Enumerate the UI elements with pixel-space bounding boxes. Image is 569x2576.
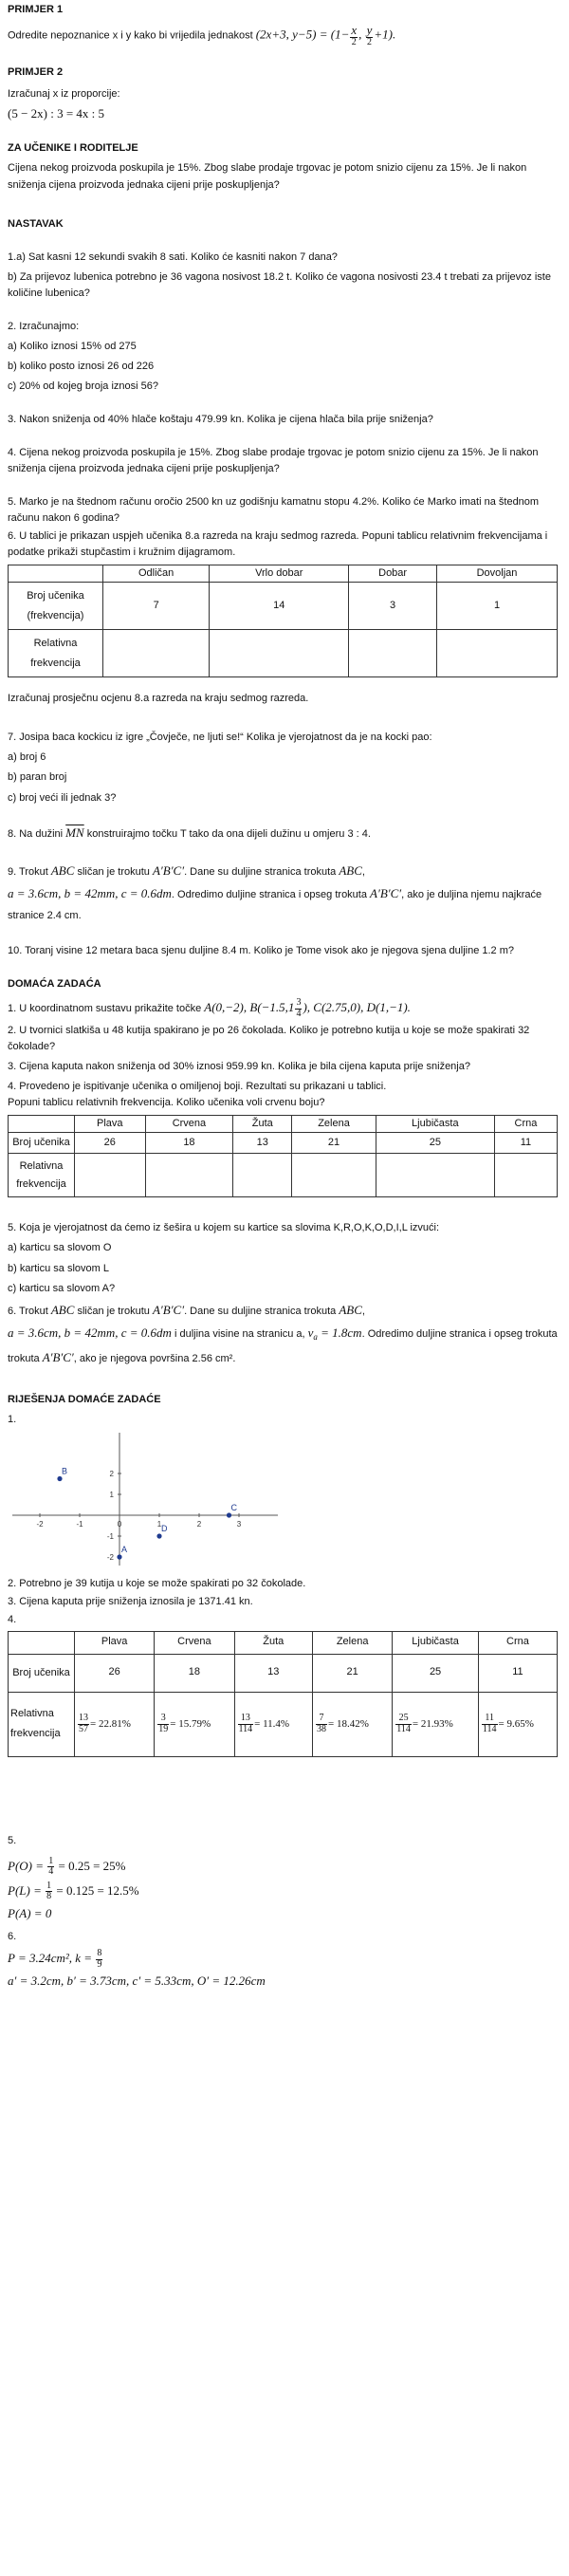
math: a = 3.6cm, b = 42mm, c = 0.6dm: [8, 1325, 172, 1341]
math: P(L) =: [8, 1882, 46, 1898]
math: A′B′C′: [370, 886, 402, 901]
fraction: [316, 1714, 327, 1734]
text: 1. U koordinatnom sustavu prikažite točke: [8, 1003, 205, 1015]
table-header-cell: Odličan: [103, 565, 210, 583]
table-header-cell: [9, 1116, 75, 1133]
frac-numerator: 1: [46, 1880, 52, 1891]
fraction: [46, 1881, 52, 1902]
task-8-post: konstruirajmo točku T tako da ona dijeli dužinu u omjeru 3 : 4.: [83, 827, 371, 840]
percent: = 18.42%: [328, 1717, 369, 1730]
frac-denominator: 114: [238, 1723, 253, 1734]
table-header-cell: Zelena: [292, 1116, 376, 1133]
table-header-cell: Žuta: [233, 1116, 292, 1133]
percent: = 11.4%: [254, 1717, 290, 1730]
homework-4b: Popuni tablicu relativnih frekvencija. Koliko učenika voli crvenu boju?: [8, 1097, 325, 1109]
frac-denominator: 8: [46, 1891, 52, 1902]
task-7: 7. Josipa baca kockicu iz igre „Čovječe, ne ljuti se!“ Kolika je vjerojatnost da je na kocki pao:: [8, 732, 432, 744]
frac-numerator: 13: [79, 1713, 88, 1723]
table-header-cell: Crna: [478, 1631, 557, 1654]
table-cell: 1: [437, 583, 558, 630]
homework-1: [8, 998, 562, 1019]
fraction: [78, 1714, 89, 1734]
table-cell: [437, 630, 558, 677]
homework-5c: c) karticu sa slovom A?: [8, 1282, 116, 1294]
grades-table: [8, 565, 558, 677]
point-d: [156, 1534, 161, 1539]
table-cell: 13: [234, 1654, 313, 1692]
table-cell: [234, 1692, 313, 1756]
math: v: [307, 1325, 314, 1341]
math: ABC: [50, 1302, 75, 1317]
math: ), C(2.75,0), D(1,−1).: [303, 1000, 411, 1015]
table-cell: [313, 1692, 393, 1756]
math: A′B′C′: [152, 1302, 185, 1317]
primjer2-equation: (5 − 2x) : 3 = 4x : 5: [8, 106, 105, 121]
homework-2: 2. U tvornici slatkiša u 48 kutija spakirano je po 26 čokolada. Koliko je potrebno kutija u koje se može spakirati 32 čokolade?: [8, 1025, 530, 1053]
graph-points: [57, 1466, 237, 1563]
solution-6: 6.: [8, 1930, 17, 1942]
math: A(0,−2), B: [204, 1000, 258, 1015]
task-5: 5. Marko je na štednom računu oročio 2500 kn uz godišnju kamatnu stopu 4.2%. Koliko će Marko imati na štednom računu nakon 6 godina?: [8, 496, 540, 525]
point-b: [57, 1476, 62, 1481]
math: ABC: [339, 862, 362, 878]
table-row-label: Broj učenika (frekvencija): [9, 583, 103, 630]
frac-denominator: 2: [351, 36, 357, 47]
prob-a: P(A) = 0: [8, 1905, 52, 1920]
primjer1-frac1: [350, 24, 358, 47]
text: , ako je duljina njemu najkraće stranice 2.4 cm.: [8, 889, 542, 922]
primjer1-eq-left: (2x+3, y−5) =: [255, 27, 331, 42]
mixed-fraction: [295, 998, 302, 1019]
graph-axes: [12, 1433, 278, 1566]
frac-numerator: 7: [316, 1714, 327, 1725]
table-cell: [233, 1154, 292, 1197]
math: ABC: [339, 1302, 362, 1317]
table-row: [9, 1654, 558, 1692]
domaca-title: DOMAĆA ZADAĆA: [8, 978, 101, 990]
point-label-d: D: [161, 1524, 168, 1534]
primjer2-text: Izračunaj x iz proporcije:: [8, 88, 120, 101]
table-cell: 3: [349, 583, 437, 630]
solution-table: [8, 1631, 558, 1757]
text: 6. Trokut: [8, 1305, 51, 1317]
point-label-c: C: [230, 1503, 237, 1513]
homework-5b: b) karticu sa slovom L: [8, 1262, 109, 1274]
table-cell: [349, 630, 437, 677]
prob-o: [8, 1857, 562, 1878]
task-3: 3. Nakon sniženja od 40% hlače koštaju 479.99 kn. Kolika je cijena hlača bila prije sniženja?: [8, 413, 433, 425]
x-tick-label: 2: [196, 1520, 202, 1529]
table-header-cell: Vrlo dobar: [210, 565, 349, 583]
solution-1: 1.: [8, 1414, 17, 1426]
colors-table: [8, 1115, 558, 1197]
task-6b: Izračunaj prosječnu ocjenu 8.a razreda na kraju sedmog razreda.: [8, 693, 309, 705]
homework-5: 5. Koja je vjerojatnost da ćemo iz šešira u kojem su kartice sa slovima K,R,O,K,O,D,I,L izvući:: [8, 1222, 440, 1234]
solution-6-line2: a′ = 3.2cm, b′ = 3.73cm, c′ = 5.33cm, O′ = 12.26cm: [8, 1974, 266, 1989]
percent: = 15.79%: [170, 1717, 211, 1730]
table-cell: 26: [75, 1133, 146, 1154]
math: = 0.125 = 12.5%: [53, 1882, 139, 1898]
task-2a: a) Koliko iznosi 15% od 275: [8, 340, 137, 352]
fraction: [395, 1714, 412, 1734]
y-tick-label: 1: [109, 1491, 114, 1500]
fraction: [96, 1949, 102, 1970]
math: = 1.8cm: [317, 1325, 362, 1341]
table-cell: 18: [155, 1654, 234, 1692]
percent: = 22.81%: [90, 1717, 131, 1730]
table-cell: [103, 630, 210, 677]
zaucenike-text: Cijena nekog proizvoda poskupila je 15%. Zbog slabe prodaje trgovac je potom snizio cijenu za 15%. Je li nakon sniženja cijena proizvoda jednaka cijeni prije poskupljenja?: [8, 162, 527, 191]
fraction: [238, 1714, 254, 1734]
homework-4: 4. Provedeno je ispitivanje učenika o omiljenoj boji. Rezultati su prikazani u tablici.: [8, 1081, 387, 1093]
math-sub: a: [313, 1332, 318, 1343]
table-cell: [292, 1154, 376, 1197]
table-header-cell: Plava: [75, 1116, 146, 1133]
percent: = 21.93%: [412, 1717, 453, 1730]
primjer1-frac2: [366, 24, 374, 47]
primjer2-title: PRIMJER 2: [8, 66, 64, 79]
frac-denominator: 19: [158, 1723, 169, 1734]
frac-denominator: 9: [97, 1958, 102, 1970]
table-header-cell: [9, 565, 103, 583]
frac-denominator: 114: [482, 1723, 497, 1734]
text: trokuta: [8, 1352, 43, 1364]
table-header-cell: Žuta: [234, 1631, 313, 1654]
math: (−1.5,1: [257, 1000, 295, 1015]
math: = 0.25 = 25%: [55, 1858, 126, 1873]
frac-denominator: 57: [79, 1723, 88, 1734]
frac-numerator: y: [366, 23, 373, 38]
frac-numerator: 13: [238, 1714, 254, 1725]
y-tick-label: -1: [106, 1532, 114, 1542]
frac-numerator: 3: [296, 997, 302, 1009]
table-cell: 21: [313, 1654, 393, 1692]
frac-numerator: 11: [482, 1714, 498, 1725]
frac-denominator: 38: [317, 1723, 327, 1734]
point-a: [117, 1555, 121, 1560]
math: ABC: [50, 862, 75, 878]
percent: = 9.65%: [498, 1717, 534, 1730]
task-1b: b) Za prijevoz lubenica potrebno je 36 vagona nosivost 18.2 t. Koliko će vagona nosivosti 23.4 t trebati za prijevoz iste količine lubenica?: [8, 270, 551, 299]
task-8: [8, 824, 562, 843]
point-c: [227, 1513, 231, 1518]
homework-3: 3. Cijena kaputa nakon sniženja od 30% iznosi 959.99 kn. Kolika je bila cijena kaputa prije sniženja?: [8, 1061, 470, 1073]
frac-numerator: 1: [48, 1855, 54, 1866]
table-cell: 13: [233, 1133, 292, 1154]
table-header-cell: Ljubičasta: [376, 1116, 494, 1133]
table-header-cell: Dobar: [349, 565, 437, 583]
math: P(O) =: [8, 1858, 47, 1873]
text: i duljina visine na stranicu a,: [171, 1328, 308, 1341]
table-header-cell: Zelena: [313, 1631, 393, 1654]
text: . Dane su duljine stranica trokuta: [184, 1305, 340, 1317]
fraction: [482, 1714, 498, 1734]
table-cell: 26: [75, 1654, 155, 1692]
table-header-cell: Plava: [75, 1631, 155, 1654]
rjesenja-title: RIJEŠENJA DOMAĆE ZADAĆE: [8, 1394, 161, 1406]
table-row-label: Relativna frekvencija: [9, 1692, 75, 1756]
text: . Odredimo duljine stranica i opseg trokuta: [361, 1328, 558, 1341]
primjer1-question: Odredite nepoznanice x i y kako bi vrijedila jednakost: [8, 29, 253, 42]
y-tick-label: -2: [106, 1553, 114, 1563]
task-6: 6. U tablici je prikazan uspjeh učenika 8.a razreda na kraju sedmog razreda. Popuni tablicu relativnim frekvencijama i podatke prikaži stupčastim i kružnim dijagramom.: [8, 530, 548, 559]
prob-l: [8, 1881, 562, 1902]
task-7a: a) broj 6: [8, 751, 46, 764]
homework-6: 6. Trokut ABC sličan je trokutu A′B′C′. Dane su duljine stranica trokuta ABC, a = 3.6cm, b = 42mm, c = 0.6dm i duljina visine na stranicu a, $v_a = 1.8cm$. Odredimo duljine stranica i opseg trokuta trokuta A′B′C′, ako je njegova površina 2.56 cm².: [8, 1302, 558, 1364]
homework-5a: a) karticu sa slovom O: [8, 1242, 112, 1254]
task-2b: b) koliko posto iznosi 26 od 226: [8, 360, 155, 372]
table-cell: 11: [494, 1133, 557, 1154]
table-cell: [494, 1154, 557, 1197]
primjer1-text: [8, 24, 562, 47]
table-cell: 25: [376, 1133, 494, 1154]
text: . Dane su duljine stranica trokuta: [184, 865, 340, 878]
solution-4: 4.: [8, 1614, 17, 1626]
solution-2: 2. Potrebno je 39 kutija u koje se može spakirati po 32 čokolade.: [8, 1578, 306, 1590]
solution-3: 3. Cijena kaputa prije sniženja iznosila je 1371.41 kn.: [8, 1596, 253, 1608]
x-tick-label: 1: [156, 1520, 162, 1529]
primjer1-eq-mid-a: (1−: [330, 27, 350, 42]
table-cell: 7: [103, 583, 210, 630]
table-row: [9, 1692, 558, 1756]
task-1a: 1.a) Sat kasni 12 sekundi svakih 8 sati. Koliko će kasniti nakon 7 dana?: [8, 250, 338, 263]
solution-6-line1: [8, 1949, 562, 1970]
table-cell: [210, 630, 349, 677]
task-7b: b) paran broj: [8, 771, 67, 784]
frac-denominator: 4: [296, 1008, 302, 1019]
task-7c: c) broj veći ili jednak 3?: [8, 791, 117, 804]
frac-denominator: 2: [367, 36, 373, 47]
text: , ako je njegova površina 2.56 cm².: [73, 1352, 236, 1364]
x-tick-label: -2: [36, 1520, 44, 1529]
x-tick-label: 3: [236, 1520, 242, 1529]
worksheet: [8, 2, 562, 1991]
task-2c: c) 20% od kojeg broja iznosi 56?: [8, 380, 158, 392]
solution-5: 5.: [8, 1834, 17, 1846]
primjer1-title: PRIMJER 1: [8, 4, 64, 15]
table-cell: [393, 1692, 479, 1756]
frac-numerator: 8: [97, 1948, 102, 1959]
table-row-label: Broj učenika: [9, 1654, 75, 1692]
segment-mn: $\overline{MN}$: [65, 825, 84, 840]
table-cell: [376, 1154, 494, 1197]
table-row-label: Relativna frekvencija: [9, 1154, 75, 1197]
x-tick-label: -1: [76, 1520, 83, 1529]
text: sličan je trokutu: [74, 865, 153, 878]
task-8-pre: 8. Na dužini: [8, 827, 66, 840]
table-cell: 14: [210, 583, 349, 630]
task-10: 10. Toranj visine 12 metara baca sjenu duljine 8.4 m. Koliko je Tome visok ako je njegova sjena duljine 1.2 m?: [8, 944, 515, 956]
text: sličan je trokutu: [74, 1305, 153, 1317]
math: A′B′C′: [152, 862, 185, 878]
frac-numerator: 3: [157, 1714, 169, 1725]
x-tick-label: 0: [117, 1520, 122, 1529]
task-2: 2. Izračunajmo:: [8, 320, 80, 332]
table-header-row: [9, 565, 558, 583]
table-header-cell: Crvena: [145, 1116, 233, 1133]
table-header-cell: [9, 1631, 75, 1654]
table-cell: 25: [393, 1654, 479, 1692]
table-header-row: [9, 1631, 558, 1654]
table-cell: [75, 1154, 146, 1197]
table-header-cell: Dovoljan: [437, 565, 558, 583]
table-header-cell: Ljubičasta: [393, 1631, 479, 1654]
math: P = 3.24cm², k =: [8, 1950, 96, 1965]
nastavak-title: NASTAVAK: [8, 217, 64, 230]
table-header-cell: Crna: [494, 1116, 557, 1133]
frac-numerator: 25: [395, 1714, 412, 1725]
table-row: [9, 583, 558, 630]
table-row: [9, 630, 558, 677]
frac-denominator: 4: [48, 1866, 54, 1878]
table-header-cell: Crvena: [155, 1631, 234, 1654]
y-tick-label: 2: [109, 1470, 114, 1479]
zaucenike-title: ZA UČENIKE I RODITELJE: [8, 142, 138, 155]
frac-denominator: 114: [396, 1723, 411, 1734]
table-header-row: [9, 1116, 558, 1133]
point-label-b: B: [62, 1466, 68, 1476]
table-row: [9, 1154, 558, 1197]
task-9: 9. Trokut ABC sličan je trokutu A′B′C′. Dane su duljine stranica trokuta ABC, a = 3.6cm, b = 42mm, c = 0.6dm. Odredimo duljine stranica i opseg trokuta A′B′C′, ako je duljina njemu najkraće stranice 2.4 cm.: [8, 862, 542, 922]
fraction: [47, 1857, 54, 1878]
table-row: [9, 1133, 558, 1154]
coordinate-graph: [8, 1428, 283, 1570]
table-cell: [155, 1692, 234, 1756]
table-cell: 11: [478, 1654, 557, 1692]
fraction: [157, 1714, 169, 1734]
task-4: 4. Cijena nekog proizvoda poskupila je 15%. Zbog slabe prodaje trgovac je potom snizio cijenu za 15%. Je li nakon sniženja cijena proizvoda jednaka cijeni prije poskupljenja?: [8, 446, 539, 475]
primjer1-eq-end: +1).: [374, 27, 396, 42]
math: A′B′C′: [42, 1349, 74, 1364]
frac-numerator: x: [351, 23, 358, 38]
text: 9. Trokut: [8, 865, 51, 878]
table-cell: [75, 1692, 155, 1756]
text: . Odredimo duljine stranica i opseg trokuta: [171, 889, 371, 901]
table-row-label: Relativna frekvencija: [9, 630, 103, 677]
point-label-a: A: [121, 1545, 128, 1555]
math: a = 3.6cm, b = 42mm, c = 0.6dm: [8, 886, 172, 901]
table-cell: 18: [145, 1133, 233, 1154]
table-cell: [478, 1692, 557, 1756]
table-cell: 21: [292, 1133, 376, 1154]
table-row-label: Broj učenika: [9, 1133, 75, 1154]
primjer1-eq-mid-b: ,: [358, 27, 365, 42]
table-cell: [145, 1154, 233, 1197]
